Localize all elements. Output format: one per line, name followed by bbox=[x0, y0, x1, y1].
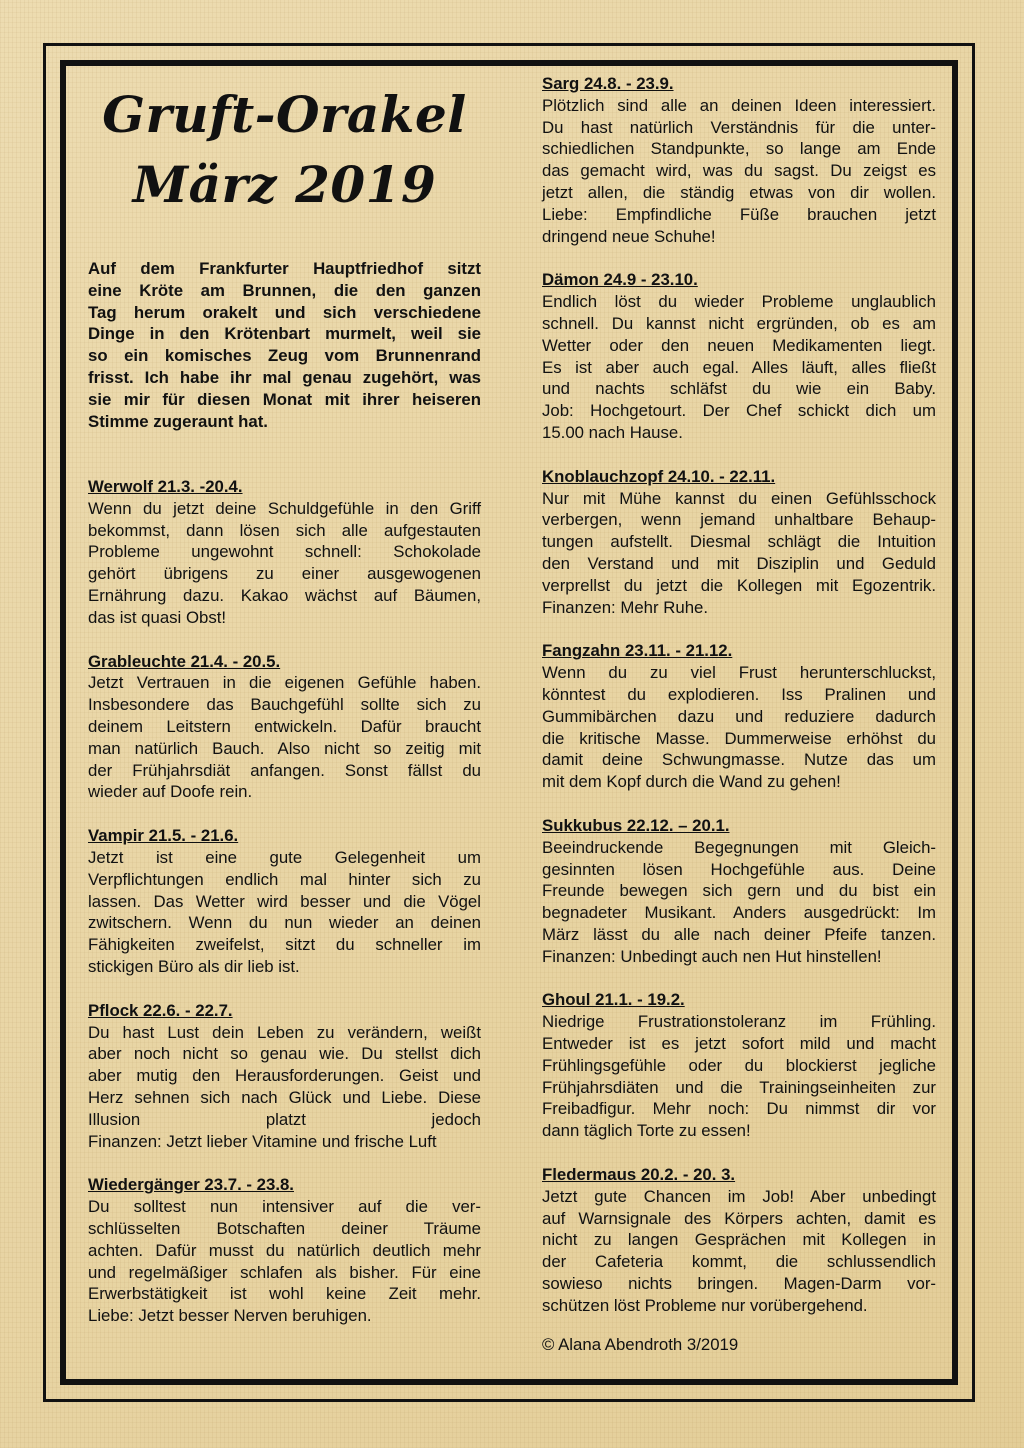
section-text-line: dann täglich Torte zu essen! bbox=[542, 1121, 751, 1141]
section-text-line: Illusion platzt jedoch bbox=[88, 1109, 481, 1129]
section-text-line: und nachts schläfst du wie ein Baby. bbox=[542, 379, 936, 399]
section-heading: Vampir 21.5. - 21.6. bbox=[88, 826, 239, 846]
section-text-line: schützen löst Probleme nur vorübergehend. bbox=[542, 1295, 868, 1315]
section-text-line: Job: Hochgetourt. Der Chef schickt dich um bbox=[542, 401, 936, 421]
page-title-line-2: März 2019 bbox=[132, 155, 437, 214]
intro-line: frisst. Ich habe ihr mal genau zugehört, was bbox=[88, 367, 481, 387]
horoscope-section bbox=[542, 815, 936, 968]
section-text-line: Finanzen: Unbedingt auch nen Hut hinstellen! bbox=[542, 946, 882, 966]
section-text-line: wieder auf Doofe rein. bbox=[88, 782, 253, 802]
section-text-line: der Frühjahrsdiät anfangen. Sonst fällst du bbox=[88, 760, 481, 780]
intro-line: Dinge in den Krötenbart murmelt, weil sie bbox=[88, 324, 481, 344]
section-text-line: März lässt du alle nach deiner Pfeife tanzen. bbox=[542, 924, 936, 944]
intro-line: sie mir für diesen Monat mit ihrer heiseren bbox=[88, 389, 481, 409]
horoscope-section bbox=[88, 1000, 481, 1153]
section-text-line: Liebe: Jetzt besser Nerven beruhigen. bbox=[88, 1306, 372, 1326]
section-text-line: lassen. Das Wetter wird besser und die Vögel bbox=[88, 891, 481, 911]
section-text-line: Ernährung dazu. Kakao wächst auf Bäumen, bbox=[88, 585, 481, 605]
section-text-line: Du hast natürlich Verständnis für die unter- bbox=[542, 117, 936, 137]
left-column bbox=[88, 476, 481, 1349]
section-text-line: Du solltest nun intensiver auf die ver- bbox=[88, 1197, 481, 1217]
section-text-line: schlüsselten Botschaften deiner Träume bbox=[88, 1218, 481, 1238]
section-text-line: den Verstand und mit Disziplin und Geduld bbox=[542, 553, 936, 573]
section-text-line: verbergen, wenn jemand unhaltbare Behaup- bbox=[542, 510, 936, 530]
section-text-line: 15.00 nach Hause. bbox=[542, 422, 683, 442]
title-block bbox=[88, 80, 481, 220]
section-text-line: jetzt allen, die ständig etwas von dir wollen. bbox=[542, 182, 936, 202]
section-heading: Sarg 24.8. - 23.9. bbox=[542, 74, 674, 93]
horoscope-section bbox=[542, 269, 936, 443]
section-text-line: schnell. Du kannst nicht ergründen, ob es am bbox=[542, 313, 936, 333]
intro-line: Auf dem Frankfurter Hauptfriedhof sitzt bbox=[88, 259, 481, 278]
intro-line: so ein komisches Zeug vom Brunnenrand bbox=[88, 346, 481, 366]
horoscope-section bbox=[88, 476, 481, 629]
section-text-line: nicht zu langen Gesprächen mit Kollegen in bbox=[542, 1230, 936, 1250]
section-text-line: gesinnten lösen Hochgefühle aus. Deine bbox=[542, 859, 936, 879]
page-title-line-1: Gruft-Orakel bbox=[102, 85, 467, 144]
intro-line: Tag herum orakelt und sich verschiedene bbox=[88, 302, 481, 322]
section-text-line: sowieso nichts bringen. Magen-Darm vor- bbox=[542, 1274, 936, 1294]
section-text-line: Verpflichtungen endlich mal hinter sich zu bbox=[88, 869, 481, 889]
section-text-line: Beeindruckende Begegnungen mit Gleich- bbox=[542, 837, 936, 857]
section-text-line: mit dem Kopf durch die Wand zu gehen! bbox=[542, 772, 841, 792]
section-text-line: die kritische Masse. Dummerweise erhöhst du bbox=[542, 728, 936, 748]
intro-line: Stimme zugeraunt hat. bbox=[88, 411, 268, 431]
section-text-line: Entweder ist es jetzt sofort mild und macht bbox=[542, 1034, 936, 1054]
horoscope-section bbox=[88, 1174, 481, 1327]
section-text-line: Frühlingsgefühle oder du blockierst jegliche bbox=[542, 1055, 936, 1075]
horoscope-section bbox=[542, 466, 936, 619]
section-text-line: dringend neue Schuhe! bbox=[542, 226, 716, 246]
horoscope-section bbox=[542, 640, 936, 793]
copyright-notice: © Alana Abendroth 3/2019 bbox=[542, 1335, 739, 1354]
section-text-line: Herz sehnen sich nach Glück und Liebe. Diese bbox=[88, 1087, 481, 1107]
horoscope-section bbox=[542, 1164, 936, 1317]
section-text-line: Gummibärchen dazu und reduziere dadurch bbox=[542, 706, 936, 726]
section-text-line: aber mutig den Herausforderungen. Geist und bbox=[88, 1066, 481, 1086]
intro-paragraph bbox=[88, 258, 481, 432]
section-text-line: Jetzt ist eine gute Gelegenheit um bbox=[88, 847, 481, 867]
section-text-line: Liebe: Empfindliche Füße brauchen jetzt bbox=[542, 204, 936, 224]
section-text-line: Es ist aber auch egal. Alles läuft, alles fließt bbox=[542, 357, 936, 377]
section-text-line: damit deine Schwungmasse. Nutze das um bbox=[542, 750, 936, 770]
section-heading: Knoblauchzopf 24.10. - 22.11. bbox=[542, 466, 776, 486]
section-text-line: Freibadfigur. Mehr noch: Du nimmst dir vor bbox=[542, 1099, 936, 1119]
section-text-line: Wetter oder den neuen Medikamenten liegt. bbox=[542, 335, 936, 355]
section-text-line: Frühjahrsdiäten und die Trainingseinheiten zur bbox=[542, 1077, 936, 1097]
section-heading: Grableuchte 21.4. - 20.5. bbox=[88, 651, 281, 671]
section-text-line: Du hast Lust dein Leben zu verändern, weißt bbox=[88, 1022, 481, 1042]
section-text-line: deinem Leitstern entwickeln. Dafür braucht bbox=[88, 716, 481, 736]
horoscope-section bbox=[542, 989, 936, 1142]
section-heading: Wiedergänger 23.7. - 23.8. bbox=[88, 1175, 294, 1195]
right-column bbox=[542, 73, 936, 1339]
section-heading: Fangzahn 23.11. - 21.12. bbox=[542, 641, 733, 661]
section-text-line: auf Warnsignale des Körpers achten, damit es bbox=[542, 1208, 936, 1228]
section-heading: Ghoul 21.1. - 19.2. bbox=[542, 990, 685, 1010]
horoscope-section bbox=[88, 825, 481, 978]
section-text-line: man natürlich Bauch. Also nicht so zeitig mit bbox=[88, 738, 481, 758]
section-text-line: Erwerbstätigkeit ist wohl keine Zeit mehr. bbox=[88, 1284, 481, 1304]
intro-line: eine Kröte am Brunnen, die den ganzen bbox=[88, 280, 481, 300]
section-text-line: tungen aufstellt. Diesmal schlägt die Intuition bbox=[542, 532, 936, 552]
section-text-line: Finanzen: Mehr Ruhe. bbox=[542, 597, 709, 617]
horoscope-section bbox=[542, 73, 936, 247]
section-text-line: das gemacht wird, was du sagst. Du zeigst es bbox=[542, 161, 936, 181]
section-text-line: achten. Dafür musst du natürlich deutlich mehr bbox=[88, 1240, 481, 1260]
section-text-line: gehört übrigens zu einer ausgewogenen bbox=[88, 564, 481, 584]
section-text-line: Fähigkeiten zweifelst, sitzt du schneller im bbox=[88, 935, 481, 955]
section-text-line: und regelmäßiger schlafen als bisher. Für eine bbox=[88, 1262, 481, 1282]
section-text-line: Endlich löst du wieder Probleme unglaublich bbox=[542, 292, 936, 312]
section-text-line: schiedlichen Standpunkte, so lange am Ende bbox=[542, 139, 936, 159]
section-text-line: Wenn du zu viel Frust herunterschluckst, bbox=[542, 663, 936, 683]
section-text-line: Jetzt gute Chancen im Job! Aber unbedingt bbox=[542, 1186, 936, 1206]
section-text-line: Nur mit Mühe kannst du einen Gefühlsschock bbox=[542, 488, 936, 508]
section-heading: Fledermaus 20.2. - 20. 3. bbox=[542, 1165, 736, 1185]
section-text-line: der Cafeteria kommt, die schlussendlich bbox=[542, 1252, 936, 1272]
section-heading: Sukkubus 22.12. – 20.1. bbox=[542, 815, 730, 835]
section-text-line: begnadeter Musikant. Anders ausgedrückt: Im bbox=[542, 903, 936, 923]
section-text-line: aber noch nicht so genau wie. Du stellst dich bbox=[88, 1044, 481, 1064]
section-text-line: Finanzen: Jetzt lieber Vitamine und frische Luft bbox=[88, 1131, 437, 1151]
section-heading: Pflock 22.6. - 22.7. bbox=[88, 1000, 233, 1020]
section-text-line: das ist quasi Obst! bbox=[88, 607, 227, 627]
section-text-line: zwitschern. Wenn du nun wieder an deinen bbox=[88, 913, 481, 933]
section-heading: Dämon 24.9 - 23.10. bbox=[542, 270, 698, 290]
section-text-line: Probleme ungewohnt schnell: Schokolade bbox=[88, 542, 481, 562]
horoscope-section bbox=[88, 651, 481, 804]
section-text-line: Wenn du jetzt deine Schuldgefühle in den Griff bbox=[88, 498, 481, 518]
section-text-line: bekommst, dann lösen sich alle aufgestauten bbox=[88, 520, 481, 540]
section-text-line: Jetzt Vertrauen in die eigenen Gefühle haben. bbox=[88, 673, 481, 693]
section-text-line: Plötzlich sind alle an deinen Ideen interessiert. bbox=[542, 95, 936, 115]
section-text-line: Niedrige Frustrationstoleranz im Frühling. bbox=[542, 1012, 936, 1032]
section-text-line: Insbesondere das Bauchgefühl sollte sich zu bbox=[88, 695, 481, 715]
section-text-line: Freunde bewegen sich gern und du bist ein bbox=[542, 881, 936, 901]
section-text-line: verprellst du jetzt die Kollegen mit Egozentrik. bbox=[542, 575, 936, 595]
section-text-line: stickigen Büro als dir lieb ist. bbox=[88, 956, 300, 976]
section-heading: Werwolf 21.3. -20.4. bbox=[88, 477, 243, 496]
section-text-line: könntest du explodieren. Iss Pralinen und bbox=[542, 684, 936, 704]
